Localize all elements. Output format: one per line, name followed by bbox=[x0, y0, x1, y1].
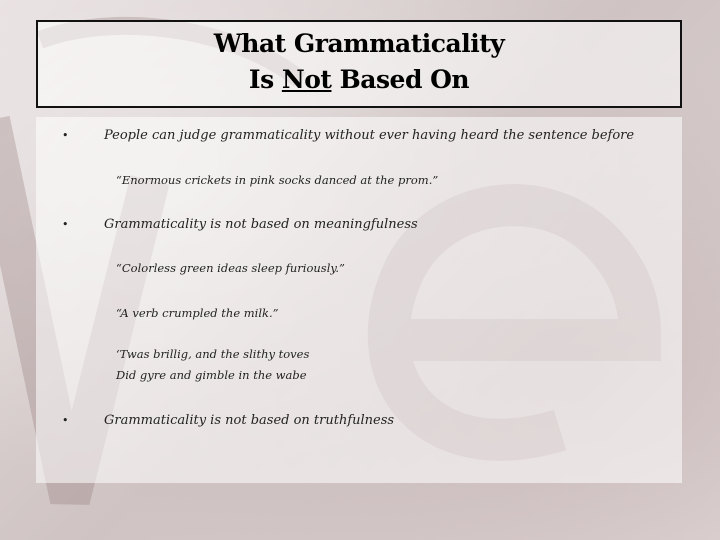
example-sentence: “Enormous crickets in pink socks danced at the prom.” bbox=[116, 173, 439, 187]
bullet-text: Grammaticality is not based on meaningfulness bbox=[104, 217, 418, 232]
title-suffix: Based On bbox=[331, 65, 470, 94]
bullet-text: Grammaticality is not based on truthfulness bbox=[104, 413, 395, 428]
example-sentence: “Colorless green ideas sleep furiously.” bbox=[116, 261, 345, 275]
bullet-dot-icon: • bbox=[62, 414, 69, 427]
slide-title-line-1: What Grammaticality bbox=[213, 29, 505, 58]
title-prefix: Is bbox=[248, 65, 282, 94]
poem-line: ‘Twas brillig, and the slithy toves bbox=[116, 347, 310, 361]
bullet-dot-icon: • bbox=[62, 218, 69, 231]
title-box bbox=[36, 20, 682, 108]
example-sentence: “A verb crumpled the milk.” bbox=[116, 306, 279, 320]
slide-title-line-2 bbox=[38, 62, 680, 98]
title-underlined-word: Not bbox=[281, 65, 332, 94]
poem-line: Did gyre and gimble in the wabe bbox=[116, 368, 307, 382]
bullet-text: People can judge grammaticality without ever having heard the sentence before bbox=[104, 128, 635, 143]
bullet-dot-icon: • bbox=[62, 129, 69, 142]
content-box bbox=[36, 117, 682, 483]
